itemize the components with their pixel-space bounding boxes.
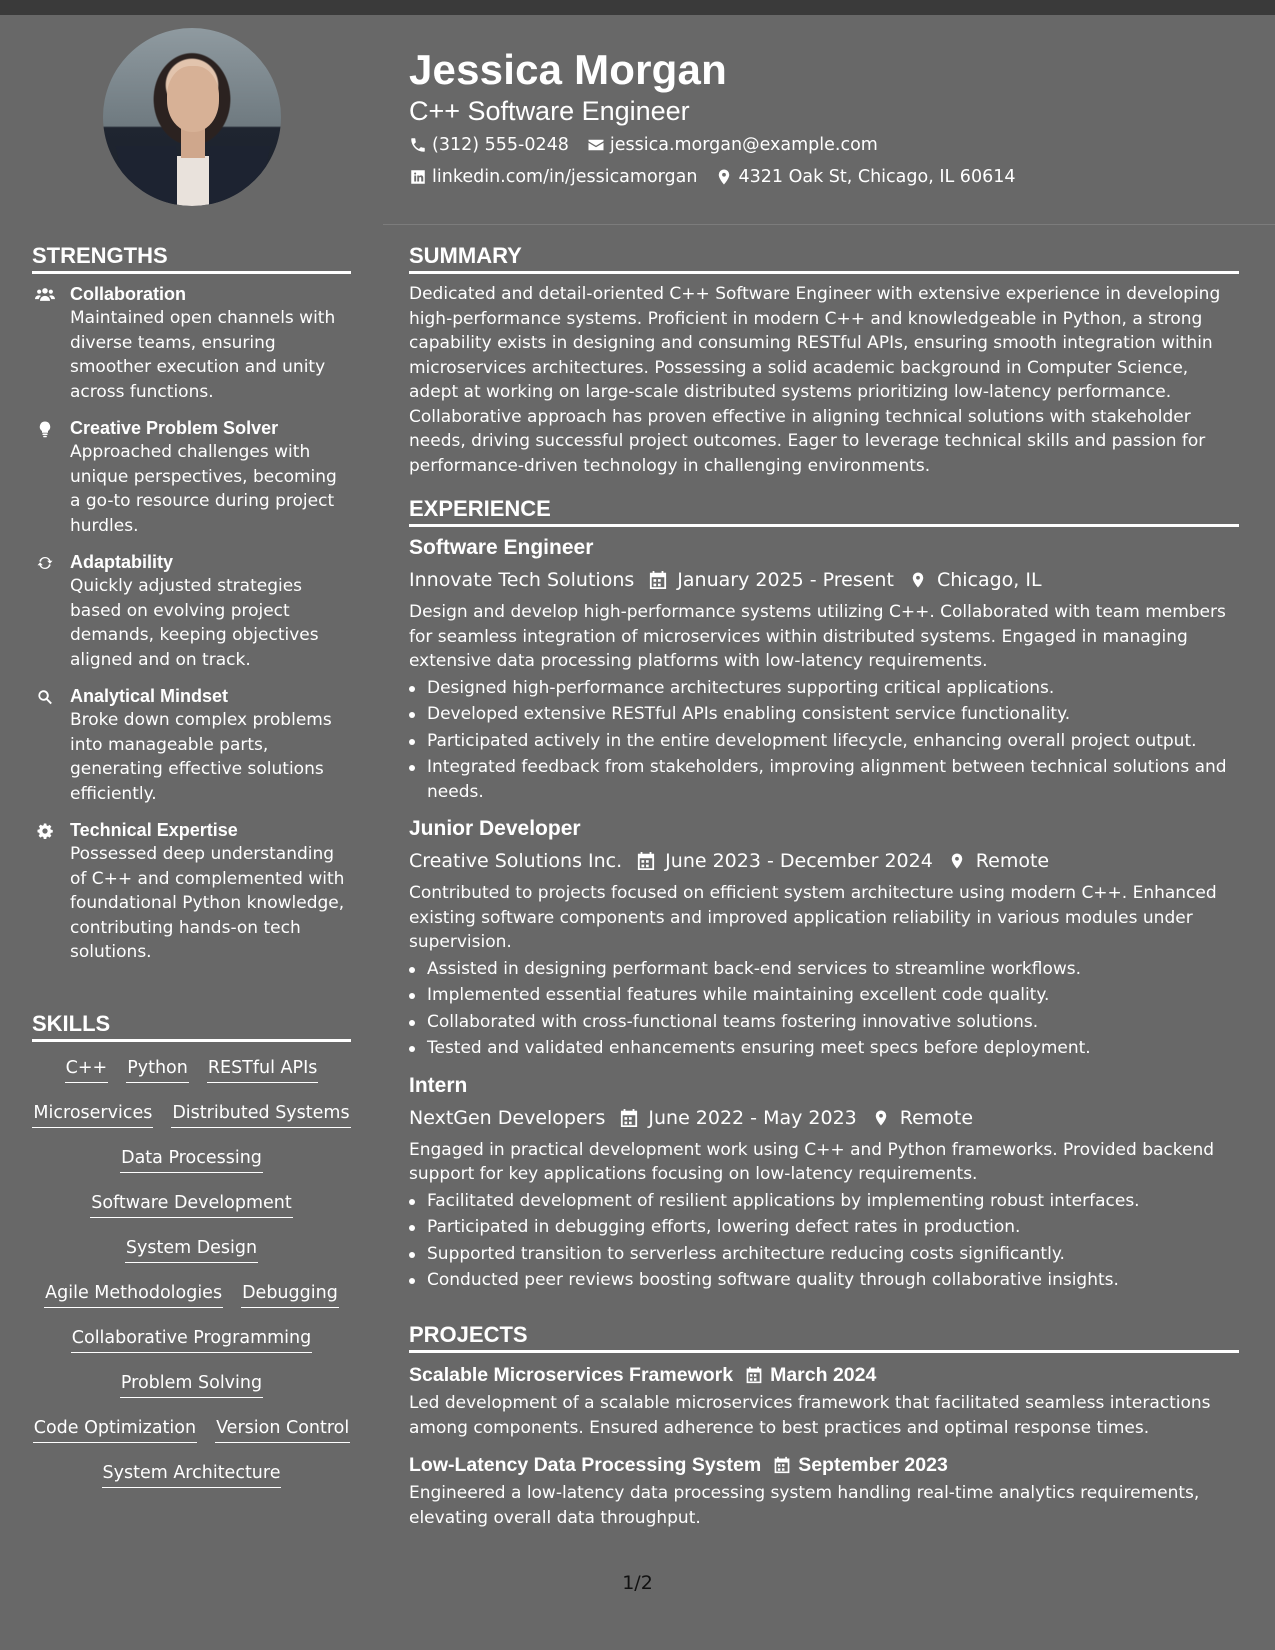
job-dates: June 2022 - May 2023 (648, 1106, 857, 1129)
job-title: Junior Developer (409, 817, 581, 840)
phone-contact (409, 130, 569, 160)
linkedin-icon (409, 168, 427, 186)
project-entry (409, 1361, 1239, 1441)
job-bullets (409, 957, 1239, 1061)
strength-item (32, 416, 351, 538)
address-text: 4321 Oak St, Chicago, IL 60614 (738, 167, 1016, 187)
job-location: Remote (975, 850, 1050, 872)
job-title: Intern (409, 1073, 468, 1097)
contact-row-2 (409, 162, 1249, 192)
linkedin-contact[interactable] (409, 162, 697, 192)
job-company: Innovate Tech Solutions (409, 569, 635, 591)
job-dates: June 2023 - December 2024 (665, 850, 933, 872)
strength-desc: Broke down complex problems into manageable parts, generating effective solutions efficiently. (70, 710, 332, 804)
map-pin-icon (871, 1108, 891, 1128)
skill-tag: System Architecture (102, 1461, 282, 1488)
skill-tag: Version Control (215, 1416, 350, 1443)
calendar-icon (636, 851, 656, 871)
job-bullet: Integrated feedback from stakeholders, improving alignment between technical solutions and needs. (409, 755, 1239, 804)
calendar-icon (745, 1365, 763, 1385)
skill-tag: Data Processing (120, 1146, 263, 1173)
job-description: Engaged in practical development work using C++ and Python frameworks. Provided backend support for key applications focusing on low-latency requirements. (409, 1139, 1215, 1184)
calendar-icon (773, 1455, 791, 1475)
strength-title: Creative Problem Solver (70, 418, 279, 438)
strength-title: Collaboration (70, 284, 186, 304)
job-bullet: Assisted in designing performant back-end services to streamline workflows. (409, 957, 1239, 982)
email-text[interactable]: jessica.morgan@example.com (609, 135, 878, 155)
linkedin-text[interactable]: linkedin.com/in/jessicamorgan (432, 167, 698, 187)
summary-text: Dedicated and detail-oriented C++ Software Engineer with extensive experience in developing high-performance systems. Proficient in modern C++ and knowledgeable in Python, a strong capability exists in designing and consuming RESTful APIs, ensuring smooth integration within microservices architectures. Possessing a solid academic background in Computer Science, adept at working on large-scale distributed systems prioritizing low-latency performance. Collaborative approach has proven effective in aligning technical solutions with stakeholder needs, driving successful project outcomes. Eager to leverage technical skills and passion for performance-driven technology in challenging environments. (409, 284, 1221, 476)
job-bullet: Implemented essential features while maintaining excellent code quality. (409, 983, 1239, 1008)
phone-icon (409, 136, 427, 154)
project-date: March 2024 (770, 1364, 877, 1386)
contact-row-1 (409, 130, 1249, 160)
phone-text: (312) 555-0248 (432, 135, 569, 155)
skill-tag: Problem Solving (120, 1371, 263, 1398)
skill-tag: Microservices (32, 1101, 153, 1128)
top-bar (0, 0, 1275, 15)
address-contact (715, 162, 1015, 192)
skill-tag: Distributed Systems (171, 1101, 350, 1128)
profile-photo (103, 28, 281, 206)
users-icon (35, 286, 55, 404)
skills-section (32, 1011, 351, 1506)
header-divider (383, 224, 1275, 225)
job-entry (409, 535, 1239, 804)
page-number: 1/2 (622, 1572, 653, 1594)
projects-heading: PROJECTS (409, 1322, 1239, 1353)
email-contact[interactable] (587, 130, 878, 160)
calendar-icon (619, 1108, 639, 1128)
job-bullet: Participated actively in the entire development lifecycle, enhancing overall project output. (409, 729, 1239, 754)
project-header (409, 1361, 1239, 1389)
skill-tag: RESTful APIs (207, 1056, 319, 1083)
map-pin-icon (715, 168, 733, 186)
job-bullet: Designed high-performance architectures supporting critical applications. (409, 676, 1239, 701)
resume-header (409, 44, 1249, 192)
skills-heading: SKILLS (32, 1011, 351, 1042)
job-bullets (409, 676, 1239, 805)
projects-section (409, 1322, 1239, 1541)
job-bullet: Facilitated development of resilient applications by implementing robust interfaces. (409, 1189, 1239, 1214)
project-title: Low-Latency Data Processing System (409, 1454, 762, 1476)
strengths-section (32, 243, 351, 977)
strength-desc: Quickly adjusted strategies based on evolving project demands, keeping objectives aligned and on track. (70, 576, 319, 670)
skill-tag: Python (126, 1056, 189, 1083)
project-title: Scalable Microservices Framework (409, 1364, 734, 1386)
map-pin-icon (947, 851, 967, 871)
skill-tag: Debugging (241, 1281, 339, 1308)
strengths-heading: STRENGTHS (32, 243, 351, 274)
project-header (409, 1451, 1239, 1479)
strength-item (32, 818, 351, 965)
skill-tag: Agile Methodologies (44, 1281, 223, 1308)
strength-item (32, 282, 351, 404)
strength-desc: Maintained open channels with diverse teams, ensuring smoother execution and unity across functions. (70, 308, 336, 402)
job-dates: January 2025 - Present (677, 569, 894, 591)
summary-heading: SUMMARY (409, 243, 1239, 274)
experience-heading: EXPERIENCE (409, 496, 1239, 527)
project-description: Engineered a low-latency data processing system handling real-time analytics requirements, elevating overall data throughput. (409, 1483, 1200, 1528)
strength-item (32, 550, 351, 672)
job-company: NextGen Developers (409, 1106, 606, 1129)
strength-desc: Possessed deep understanding of C++ and complemented with foundational Python knowledge, contributing hands-on tech solutions. (70, 844, 345, 962)
experience-section (409, 496, 1239, 1305)
summary-section (409, 243, 1239, 478)
map-pin-icon (908, 570, 928, 590)
gear-icon (35, 822, 55, 965)
job-bullet: Supported transition to serverless architecture reducing costs significantly. (409, 1242, 1239, 1267)
skill-tag: C++ (65, 1056, 109, 1083)
calendar-icon (648, 570, 668, 590)
skill-tag: Code Optimization (33, 1416, 197, 1443)
envelope-icon (587, 136, 605, 154)
job-bullet: Developed extensive RESTful APIs enabling consistent service functionality. (409, 702, 1239, 727)
project-date: September 2023 (798, 1454, 948, 1476)
strength-title: Analytical Mindset (70, 686, 229, 706)
skill-tag: System Design (125, 1236, 258, 1263)
strength-desc: Approached challenges with unique perspectives, becoming a go-to resource during project hurdles. (70, 442, 337, 536)
job-description: Contributed to projects focused on efficient system architecture using modern C++. Enhanced existing software components and improved application reliability in various modules under supervision. (409, 883, 1217, 952)
candidate-name: Jessica Morgan (409, 46, 727, 93)
skill-tag: Software Development (90, 1191, 293, 1218)
strength-title: Adaptability (70, 552, 174, 572)
candidate-title: C++ Software Engineer (409, 96, 690, 126)
project-entry (409, 1451, 1239, 1531)
job-bullets (409, 1189, 1239, 1293)
sync-icon (35, 554, 55, 672)
job-meta (409, 1102, 1239, 1134)
job-meta (409, 845, 1239, 877)
job-title: Software Engineer (409, 536, 594, 559)
project-description: Led development of a scalable microservices framework that facilitated seamless interactions among components. Ensured adherence to best practices and optimal response times. (409, 1393, 1211, 1438)
strength-title: Technical Expertise (70, 820, 238, 840)
job-bullet: Collaborated with cross-functional teams fostering innovative solutions. (409, 1010, 1239, 1035)
strength-item (32, 684, 351, 806)
skills-list (32, 1056, 351, 1506)
job-company: Creative Solutions Inc. (409, 850, 623, 872)
lightbulb-icon (35, 420, 55, 538)
job-bullet: Conducted peer reviews boosting software quality through collaborative insights. (409, 1268, 1239, 1293)
job-location: Remote (899, 1106, 974, 1129)
job-description: Design and develop high-performance systems utilizing C++. Collaborated with team members for seamless integration of microservices within distributed systems. Engaged in managing extensive data processing platforms with low-latency requirements. (409, 602, 1226, 671)
search-icon (35, 688, 55, 806)
job-bullet: Participated in debugging efforts, lowering defect rates in production. (409, 1215, 1239, 1240)
job-location: Chicago, IL (936, 569, 1042, 591)
job-entry (409, 1073, 1239, 1293)
job-entry (409, 816, 1239, 1061)
job-bullet: Tested and validated enhancements ensuring meet specs before deployment. (409, 1036, 1239, 1061)
skill-tag: Collaborative Programming (71, 1326, 312, 1353)
job-meta (409, 564, 1239, 596)
